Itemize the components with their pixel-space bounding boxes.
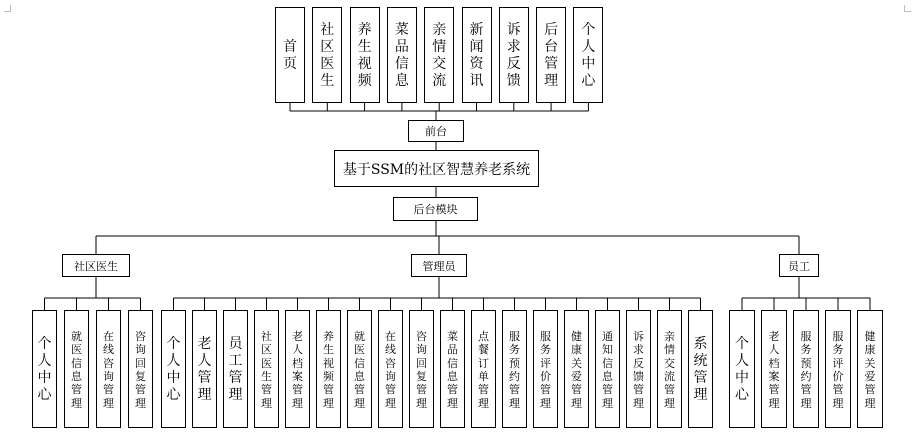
- module-box: 服 务 评 价 管 理: [825, 310, 851, 428]
- module-box: 个 人 中 心: [729, 310, 755, 428]
- module-box: 员 工 管 理: [223, 310, 248, 428]
- module-box: 健 康 关 爱 管 理: [857, 310, 883, 428]
- module-box: 社 区 医 生 管 理: [254, 310, 279, 428]
- page-corner-mark: [4, 5, 11, 12]
- frontend-node: 前台: [408, 120, 464, 142]
- module-box: 老 人 档 案 管 理: [761, 310, 787, 428]
- module-box: 养 生 视 频 管 理: [316, 310, 341, 428]
- frontend-module-box: 社 区 医 生: [312, 7, 342, 103]
- frontend-module-box: 新 闻 资 讯: [462, 7, 492, 103]
- module-box: 菜 品 信 息 管 理: [440, 310, 465, 428]
- module-box: 个 人 中 心: [32, 310, 57, 428]
- root-node: 基于SSM的社区智慧养老系统: [334, 150, 539, 187]
- module-box: 通 知 信 息 管 理: [595, 310, 620, 428]
- frontend-module-box: 诉 求 反 馈: [499, 7, 529, 103]
- module-box: 老 人 档 案 管 理: [285, 310, 310, 428]
- frontend-module-box: 后 台 管 理: [536, 7, 566, 103]
- frontend-module-box: 养 生 视 频: [350, 7, 380, 103]
- module-box: 咨 询 回 复 管 理: [409, 310, 434, 428]
- module-box: 系 统 管 理: [688, 310, 713, 428]
- frontend-module-box: 菜 品 信 息: [387, 7, 417, 103]
- module-box: 在 线 咨 询 管 理: [378, 310, 403, 428]
- frontend-module-box: 个 人 中 心: [573, 7, 603, 103]
- module-box: 老 人 管 理: [192, 310, 217, 428]
- backend-node: 后台模块: [393, 197, 478, 221]
- module-box: 在 线 咨 询 管 理: [96, 310, 121, 428]
- page-corner-mark: [904, 5, 911, 12]
- module-box: 亲 情 交 流 管 理: [657, 310, 682, 428]
- module-box: 点 餐 订 单 管 理: [471, 310, 496, 428]
- module-box: 服 务 评 价 管 理: [533, 310, 558, 428]
- frontend-module-box: 亲 情 交 流: [424, 7, 454, 103]
- module-box: 健 康 关 爱 管 理: [564, 310, 589, 428]
- role-node: 社区医生: [62, 254, 130, 277]
- frontend-module-box: 首 页: [275, 7, 305, 103]
- module-box: 就 医 信 息 管 理: [64, 310, 89, 428]
- module-box: 服 务 预 约 管 理: [793, 310, 819, 428]
- role-node: 管理员: [411, 254, 467, 277]
- module-box: 个 人 中 心: [161, 310, 186, 428]
- module-box: 咨 询 回 复 管 理: [128, 310, 153, 428]
- module-box: 诉 求 反 馈 管 理: [626, 310, 651, 428]
- module-box: 就 医 信 息 管 理: [347, 310, 372, 428]
- role-node: 员工: [779, 254, 819, 277]
- module-box: 服 务 预 约 管 理: [502, 310, 527, 428]
